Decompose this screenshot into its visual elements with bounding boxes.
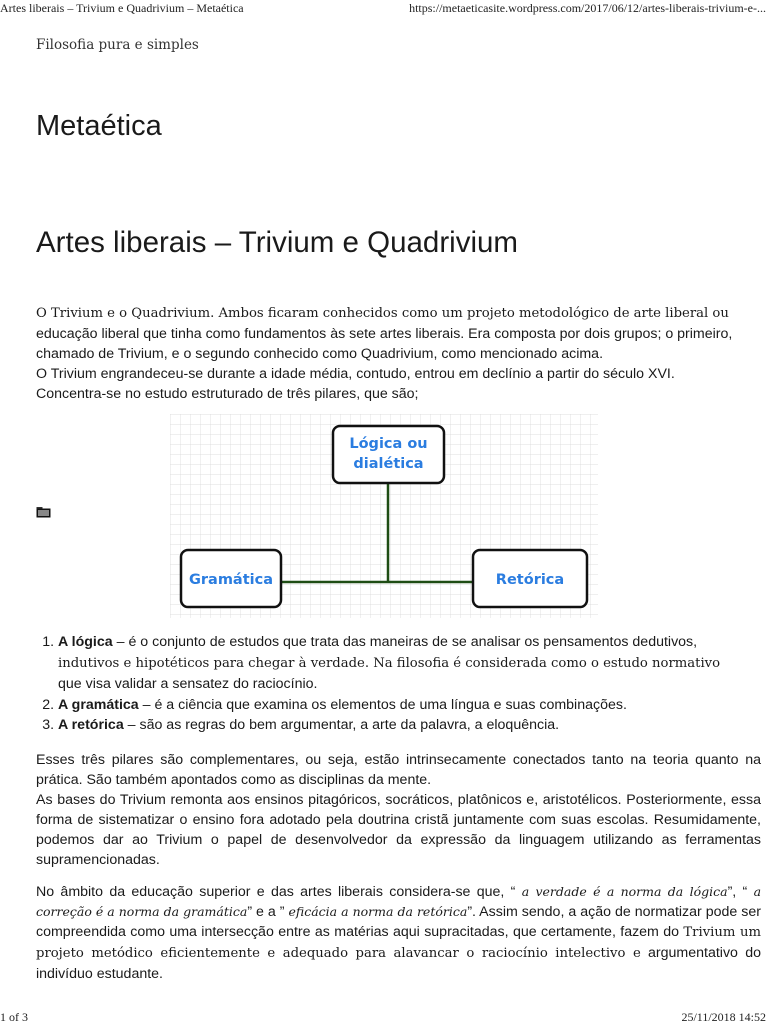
post-title: Artes liberais – Trivium e Quadrivium <box>36 226 518 259</box>
node-logica <box>333 426 444 483</box>
paragraph-pillars-complementary: Esses três pilares são complementares, ou seja, estão intrinsecamente conectados tanto na teoria quanto na prática. São também apontados como as disciplinas da mente. As bases do Trivium remonta aos ensinos pitagóricos, socráticos, platônicos e, aristotélicos. Posteriormente, essa forma de sistematizar o ensino fora adotado pela doutrina cristã juntamente com suas escolas. Resumidamente, podemos dar ao Trivium o papel de desenvolvedor da expressão da linguagem utilizando as ferramentas supramencionadas. <box>36 752 761 868</box>
node-logica-line2: dialética <box>353 456 424 472</box>
node-gramatica <box>181 550 281 607</box>
print-timestamp: 25/11/2018 14:52 <box>681 1010 766 1024</box>
pillar-term: A lógica <box>58 634 113 650</box>
intro-serif-text: O Trivium e o Quadrivium. Ambos ficaram conhecidos como um projeto metodológico de arte liberal ou <box>36 306 729 321</box>
pillars-list <box>36 632 768 736</box>
print-header-title: Artes liberais – Trivium e Quadrivium – Metaética <box>0 1 244 15</box>
list-item: 1. A lógica – é o conjunto de estudos que trata das maneiras de se analisar os pensamentos dedutivos, indutivos e hipotéticos para chegar à verdade. Na filosofia é considerada como o estudo normativo que visa validar a sensatez do raciocínio. <box>58 632 768 695</box>
intro-line-2: O Trivium engrandeceu-se durante a idade média, contudo, entrou em declínio a partir do século XVI. <box>36 366 675 382</box>
site-title[interactable]: Metaética <box>36 110 162 142</box>
print-header-url: https://metaeticasite.wordpress.com/2017/06/12/artes-liberais-trivium-e-... <box>409 1 766 15</box>
list-item: 2. A gramática – é a ciência que examina os elementos de uma língua e suas combinações. <box>58 695 768 716</box>
intro-paragraph <box>36 303 761 404</box>
trivium-diagram <box>170 414 598 618</box>
intro-line-3: Concentra-se no estudo estruturado de três pilares, que são; <box>36 386 419 402</box>
pillar-term: A gramática <box>58 696 139 713</box>
node-logica-line1: Lógica ou <box>349 436 428 452</box>
intro-text: educação liberal que tinha como fundamentos às sete artes liberais. Era composta por dois grupos; o primeiro, chamado de Trivium, e o segundo conhecido como Quadrivium, como mencionado acima. <box>36 326 733 362</box>
quote-logica: a verdade é a norma da lógica <box>521 884 728 899</box>
quote-retorica: eficácia a norma da retórica <box>288 904 468 919</box>
list-item: 3. A retórica – são as regras do bem argumentar, a arte da palavra, a eloquência. <box>58 715 768 736</box>
node-retorica <box>473 550 587 607</box>
quote-gramatica: a correção é a norma da gramática <box>36 884 762 919</box>
node-gramatica-label: Gramática <box>188 572 274 588</box>
paragraph-higher-education: No âmbito da educação superior e das artes liberais considera-se que, “ a verdade é a norma da lógica”, “ a correção é a norma da gramática” e a ” eficácia a norma da retórica”. Assim sendo, a ação de normatizar pode ser compreendida como uma intersecção entre as matérias aqui supracitadas, que certamente, fazem do Trivium um projeto metódico eficientemente e adequado para alavancar o raciocínio intelectivo e argumentativo do indivíduo estudante. <box>36 884 762 982</box>
pillar-term: A retórica <box>58 717 124 733</box>
folder-icon <box>36 506 51 518</box>
page-counter: 1 of 3 <box>0 1010 28 1024</box>
node-retorica-label: Retórica <box>495 572 565 588</box>
site-tagline: Filosofia pura e simples <box>36 37 199 53</box>
